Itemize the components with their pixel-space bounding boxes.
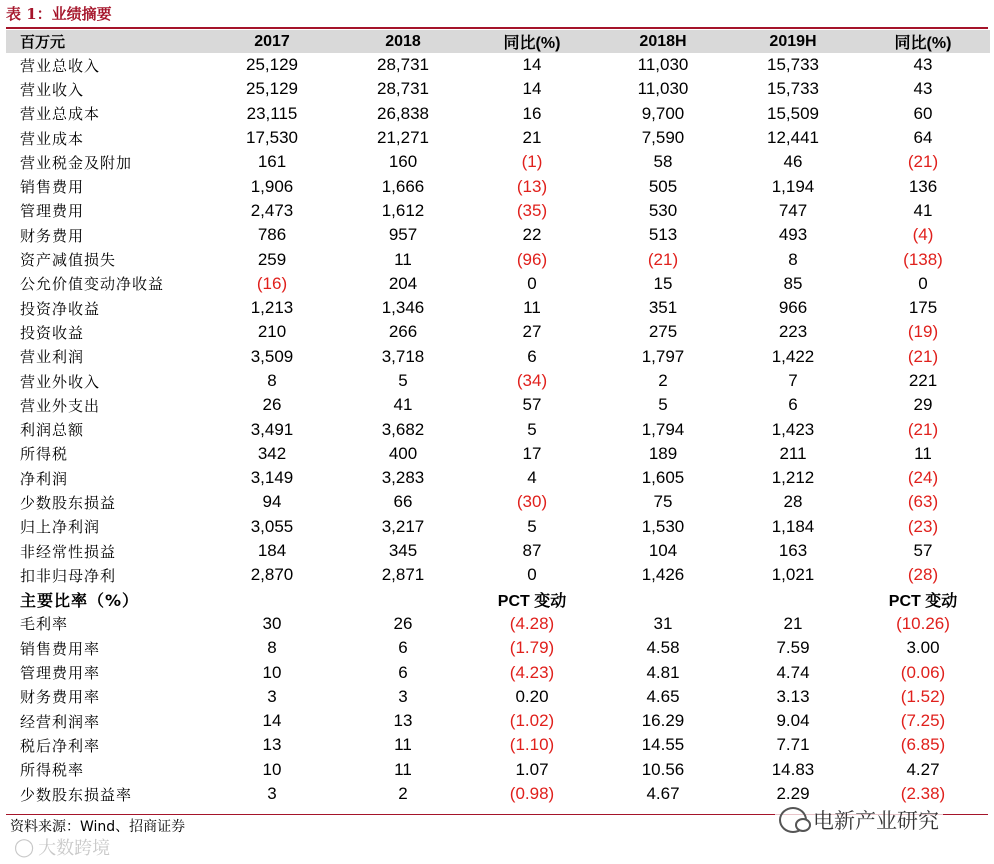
table-cell: 87 (522, 541, 542, 561)
table-cell: 4.27 (906, 759, 940, 779)
table-cell: 3,509 (250, 346, 294, 366)
table-row (6, 223, 990, 247)
table-cell: 3,149 (250, 468, 294, 488)
table-cell: (1.52) (900, 686, 946, 706)
table-cell: 6 (788, 395, 798, 415)
table-cell: 5 (658, 395, 668, 415)
table-cell: 3,217 (381, 516, 425, 536)
table-cell: 1,184 (771, 516, 815, 536)
table-cell: 21 (522, 128, 542, 148)
table-cell: 3.13 (776, 686, 810, 706)
table-cell: 64 (913, 128, 933, 148)
row-label: 营业总收入 (20, 56, 101, 75)
table-cell: 163 (778, 541, 808, 561)
table-cell: (6.85) (900, 735, 946, 755)
table-cell: 26 (262, 395, 282, 415)
table-row (6, 53, 990, 77)
table-cell: PCT 变动 (888, 593, 958, 611)
table-cell: 8 (788, 249, 798, 269)
table-cell: 1,212 (771, 468, 815, 488)
table-cell: 28 (783, 492, 803, 512)
row-label: 少数股东损益 (20, 493, 117, 512)
table-row (6, 272, 990, 296)
table-row (6, 150, 990, 174)
table-cell: 41 (393, 395, 413, 415)
table-cell: 17 (522, 443, 542, 463)
table-cell: 57 (522, 395, 542, 415)
table-cell: 161 (257, 152, 287, 172)
table-row (6, 539, 990, 563)
table-cell: 1,530 (641, 516, 685, 536)
table-cell: 4 (527, 468, 537, 488)
table-cell: 10 (262, 662, 282, 682)
table-cell: 0.20 (515, 686, 549, 706)
table-header-row (6, 30, 990, 53)
row-label: 所得税率 (20, 761, 85, 780)
table-cell: 66 (393, 492, 413, 512)
row-label: 毛利率 (20, 615, 69, 634)
table-cell: 41 (913, 200, 933, 220)
table-row (6, 393, 990, 417)
table-cell: 60 (913, 103, 933, 123)
row-label: 投资收益 (20, 323, 85, 342)
table-cell: 25,129 (246, 55, 298, 75)
table-row (6, 515, 990, 539)
row-label: 所得税 (20, 445, 69, 464)
table-cell: 786 (257, 225, 287, 245)
table-cell: 7 (788, 371, 798, 390)
table-cell: 26 (393, 613, 413, 633)
table-cell: (2.38) (900, 784, 946, 804)
row-label: 投资净收益 (20, 299, 101, 318)
table-cell: 1,797 (641, 346, 685, 366)
table-cell (206, 588, 338, 612)
table-cell: 75 (653, 492, 673, 512)
table-cell: 3,491 (250, 419, 294, 439)
table-cell: 23,115 (246, 103, 298, 123)
watermark-secondary-text: 大数跨境 (38, 838, 111, 859)
table-row (6, 685, 990, 709)
table-cell: 2.29 (776, 784, 810, 804)
table-body (6, 53, 990, 806)
table-cell: 400 (388, 443, 418, 463)
table-cell: 3,055 (250, 516, 294, 536)
table-cell: 1,666 (381, 176, 425, 196)
table-cell: 189 (648, 443, 678, 463)
table-cell: 493 (778, 225, 808, 245)
table-cell: 11 (523, 298, 541, 318)
table-cell: 3,718 (381, 346, 425, 366)
table-cell: (35) (516, 200, 548, 220)
row-label: 营业利润 (20, 348, 85, 367)
table-cell: 6 (398, 638, 408, 658)
table-cell: 0 (527, 565, 537, 585)
table-cell: 15,733 (767, 79, 819, 99)
table-cell: 14 (522, 79, 542, 99)
table-cell: 28,731 (377, 55, 429, 75)
table-cell: 31 (653, 613, 673, 633)
table-cell: 43 (913, 55, 933, 75)
table-cell: 3.00 (906, 638, 940, 658)
table-cell: (34) (516, 371, 548, 390)
table-row (6, 636, 990, 660)
table-cell: (21) (907, 346, 939, 366)
table-cell: 58 (653, 152, 673, 172)
table-cell: 957 (388, 225, 418, 245)
table-cell: 14 (262, 711, 282, 731)
row-label: 扣非归母净利 (20, 566, 117, 585)
table-cell: 15,509 (767, 103, 819, 123)
table-cell: (30) (516, 492, 548, 512)
table-cell: 7.71 (776, 735, 810, 755)
header-yoy: 同比(%) (503, 35, 561, 52)
table-cell: (13) (516, 176, 548, 196)
row-label: 销售费用 (20, 178, 85, 197)
table-cell: 12,441 (767, 128, 819, 148)
row-label: 利润总额 (20, 421, 85, 440)
table-cell (338, 588, 468, 612)
table-cell: (1.79) (509, 638, 555, 658)
header-2019h: 2019H (769, 32, 817, 50)
table-cell: 15,733 (767, 55, 819, 75)
table-cell: (1) (521, 152, 543, 172)
table-cell: (21) (647, 249, 679, 269)
table-cell: (63) (907, 492, 939, 512)
table-cell: 221 (908, 371, 938, 390)
table-row (6, 782, 990, 806)
table-cell: 530 (648, 200, 678, 220)
table-cell: (24) (907, 468, 939, 488)
row-label: 营业外收入 (20, 372, 101, 391)
table-row (6, 466, 990, 490)
table-cell: 104 (648, 541, 678, 561)
table-cell: 30 (262, 613, 282, 633)
table-cell: 11 (394, 735, 412, 755)
table-cell: 57 (913, 541, 933, 561)
header-2018: 2018 (385, 32, 421, 50)
watermark (775, 805, 943, 835)
row-label: 非经常性损益 (20, 542, 117, 561)
table-cell: 184 (257, 541, 287, 561)
table-cell: 505 (648, 176, 678, 196)
table-row (6, 490, 990, 514)
table-cell: 11,030 (637, 55, 689, 75)
wechat-icon (779, 807, 807, 833)
table-row (6, 102, 990, 126)
table-row (6, 77, 990, 101)
table-cell: 1,213 (250, 298, 294, 318)
table-cell: 11,030 (637, 79, 689, 99)
table-cell: 4.65 (646, 686, 680, 706)
table-cell: 11 (394, 249, 412, 269)
table-cell: 8 (267, 371, 277, 390)
financial-summary-table (6, 30, 990, 806)
table-cell: 13 (262, 735, 282, 755)
row-label: 销售费用率 (20, 639, 101, 658)
table-cell: 11 (914, 443, 932, 463)
table-cell: (4.23) (509, 662, 555, 682)
table-cell: 1,423 (771, 419, 815, 439)
table-row (6, 126, 990, 150)
table-row (6, 369, 990, 393)
table-cell: 266 (388, 322, 418, 342)
table-cell: 21,271 (377, 128, 429, 148)
table-cell: 15 (653, 273, 673, 293)
table-cell: (0.06) (900, 662, 946, 682)
table-cell: 0 (918, 273, 928, 293)
watermark-secondary (14, 834, 110, 860)
table-cell: (4) (912, 225, 934, 245)
table-cell: 1,422 (771, 346, 815, 366)
row-label: 少数股东损益率 (20, 785, 133, 804)
table-cell: 7,590 (641, 128, 685, 148)
header-2017: 2017 (254, 32, 290, 50)
row-label: 营业收入 (20, 80, 85, 99)
table-cell: 259 (257, 249, 287, 269)
table-cell: 4.67 (646, 784, 680, 804)
row-label: 营业税金及附加 (20, 153, 133, 172)
table-row (6, 345, 990, 369)
table-cell: (21) (907, 152, 939, 172)
table-cell: 2 (398, 784, 408, 804)
table-cell: (0.98) (509, 784, 555, 804)
row-label: 公允价值变动净收益 (20, 275, 165, 294)
table-cell: 26,838 (377, 103, 429, 123)
row-label: 管理费用 (20, 202, 85, 221)
table-cell: 11 (394, 759, 412, 779)
table-cell: 2,473 (250, 200, 294, 220)
table-title: 表 1：业绩摘要 (6, 5, 112, 23)
table-cell: 342 (257, 443, 287, 463)
table-cell: 3 (398, 686, 408, 706)
table-cell: 13 (393, 711, 413, 731)
table-cell: 46 (783, 152, 803, 172)
table-cell: 6 (398, 662, 408, 682)
table-cell: 204 (388, 273, 418, 293)
table-cell: 747 (778, 200, 808, 220)
table-cell: (1.10) (509, 735, 555, 755)
table-cell: 14.55 (641, 735, 685, 755)
table-cell: (7.25) (900, 711, 946, 731)
row-label: 财务费用 (20, 226, 85, 245)
header-yoy-half: 同比(%) (894, 35, 952, 52)
table-row (6, 417, 990, 441)
table-cell (596, 588, 730, 612)
table-cell: 1.07 (515, 759, 549, 779)
table-cell: 3,283 (381, 468, 425, 488)
table-row (6, 758, 990, 782)
table-cell: 513 (648, 225, 678, 245)
table-cell: 9.04 (776, 711, 810, 731)
title-rule (6, 27, 988, 29)
table-cell: 6 (527, 346, 537, 366)
table-row (6, 612, 990, 636)
table-cell: 136 (908, 176, 938, 196)
table-cell: 10 (262, 759, 282, 779)
table-row (6, 733, 990, 757)
table-cell: 4.81 (646, 662, 680, 682)
table-cell: 1,021 (771, 565, 815, 585)
table-row (6, 442, 990, 466)
row-label: 财务费用率 (20, 688, 101, 707)
table-cell: (1.02) (509, 711, 555, 731)
table-cell: 966 (778, 298, 808, 318)
row-label: 税后净利率 (20, 736, 101, 755)
row-label: 主要比率（%） (20, 591, 140, 611)
chat-bubble-icon: ◯ (14, 836, 35, 858)
table-cell: 1,194 (771, 176, 815, 196)
table-cell: 210 (257, 322, 287, 342)
table-cell: 5 (398, 371, 408, 390)
table-cell: (19) (907, 322, 939, 342)
table-cell: (96) (516, 249, 548, 269)
table-cell: 2,871 (381, 565, 425, 585)
table-cell: PCT 变动 (497, 593, 567, 611)
table-cell: 0 (527, 273, 537, 293)
table-cell: 2,870 (250, 565, 294, 585)
table-cell: (16) (256, 273, 288, 293)
table-row (6, 660, 990, 684)
table-cell: 160 (388, 152, 418, 172)
header-unit: 百万元 (20, 33, 66, 51)
table-cell: 1,612 (381, 200, 425, 220)
watermark-text: 电新产业研究 (813, 809, 939, 833)
table-cell: (23) (907, 516, 939, 536)
table-cell: 4.58 (646, 638, 680, 658)
table-row (6, 320, 990, 344)
table-cell: 1,794 (641, 419, 685, 439)
source-note: 资料来源：Wind、招商证券 (10, 819, 186, 835)
table-cell: (4.28) (509, 613, 555, 633)
table-cell: 43 (913, 79, 933, 99)
row-label: 营业总成本 (20, 105, 101, 124)
table-cell: 4.74 (776, 662, 810, 682)
row-label: 营业成本 (20, 129, 85, 148)
table-cell: 345 (388, 541, 418, 561)
table-cell: 16 (522, 103, 542, 123)
header-2018h: 2018H (639, 32, 687, 50)
table-cell: 223 (778, 322, 808, 342)
table-cell: 14.83 (771, 759, 815, 779)
table-cell: 94 (262, 492, 282, 512)
row-label: 净利润 (20, 469, 69, 488)
table-cell: 1,605 (641, 468, 685, 488)
table-row (6, 174, 990, 198)
row-label: 经营利润率 (20, 712, 101, 731)
row-label: 营业外支出 (20, 396, 101, 415)
table-cell: 3,682 (381, 419, 425, 439)
table-cell: 351 (648, 298, 678, 318)
table-cell (730, 588, 856, 612)
table-cell: 275 (648, 322, 678, 342)
table-cell: 29 (913, 395, 933, 415)
table-cell: 2 (658, 371, 668, 390)
table-cell: 28,731 (377, 79, 429, 99)
table-cell: (21) (907, 419, 939, 439)
table-cell: (10.26) (896, 613, 950, 633)
table-cell: 22 (522, 225, 542, 245)
table-cell: 3 (267, 686, 277, 706)
table-cell: (138) (903, 249, 943, 269)
table-cell: 3 (267, 784, 277, 804)
table-cell: (28) (907, 565, 939, 585)
table-cell: 175 (908, 298, 938, 318)
section-header-row (6, 588, 990, 612)
table-cell: 5 (527, 419, 537, 439)
table-cell: 7.59 (776, 638, 810, 658)
table-cell: 25,129 (246, 79, 298, 99)
table-cell: 211 (779, 443, 807, 463)
table-cell: 10.56 (641, 759, 685, 779)
table-row (6, 247, 990, 271)
table-cell: 8 (267, 638, 277, 658)
table-cell: 27 (522, 322, 542, 342)
table-cell: 17,530 (246, 128, 298, 148)
table-cell: 1,906 (250, 176, 294, 196)
table-cell: 9,700 (641, 103, 685, 123)
row-label: 管理费用率 (20, 664, 101, 683)
row-label: 归上净利润 (20, 518, 101, 537)
table-row (6, 563, 990, 587)
table-row (6, 709, 990, 733)
row-label: 资产减值损失 (20, 251, 117, 270)
table-cell: 21 (783, 613, 803, 633)
table-cell: 14 (522, 55, 542, 75)
table-cell: 85 (783, 273, 803, 293)
table-row (6, 199, 990, 223)
table-cell: 1,346 (381, 298, 425, 318)
table-cell: 1,426 (641, 565, 685, 585)
table-cell: 5 (527, 516, 537, 536)
table-row (6, 296, 990, 320)
table-cell: 16.29 (641, 711, 685, 731)
